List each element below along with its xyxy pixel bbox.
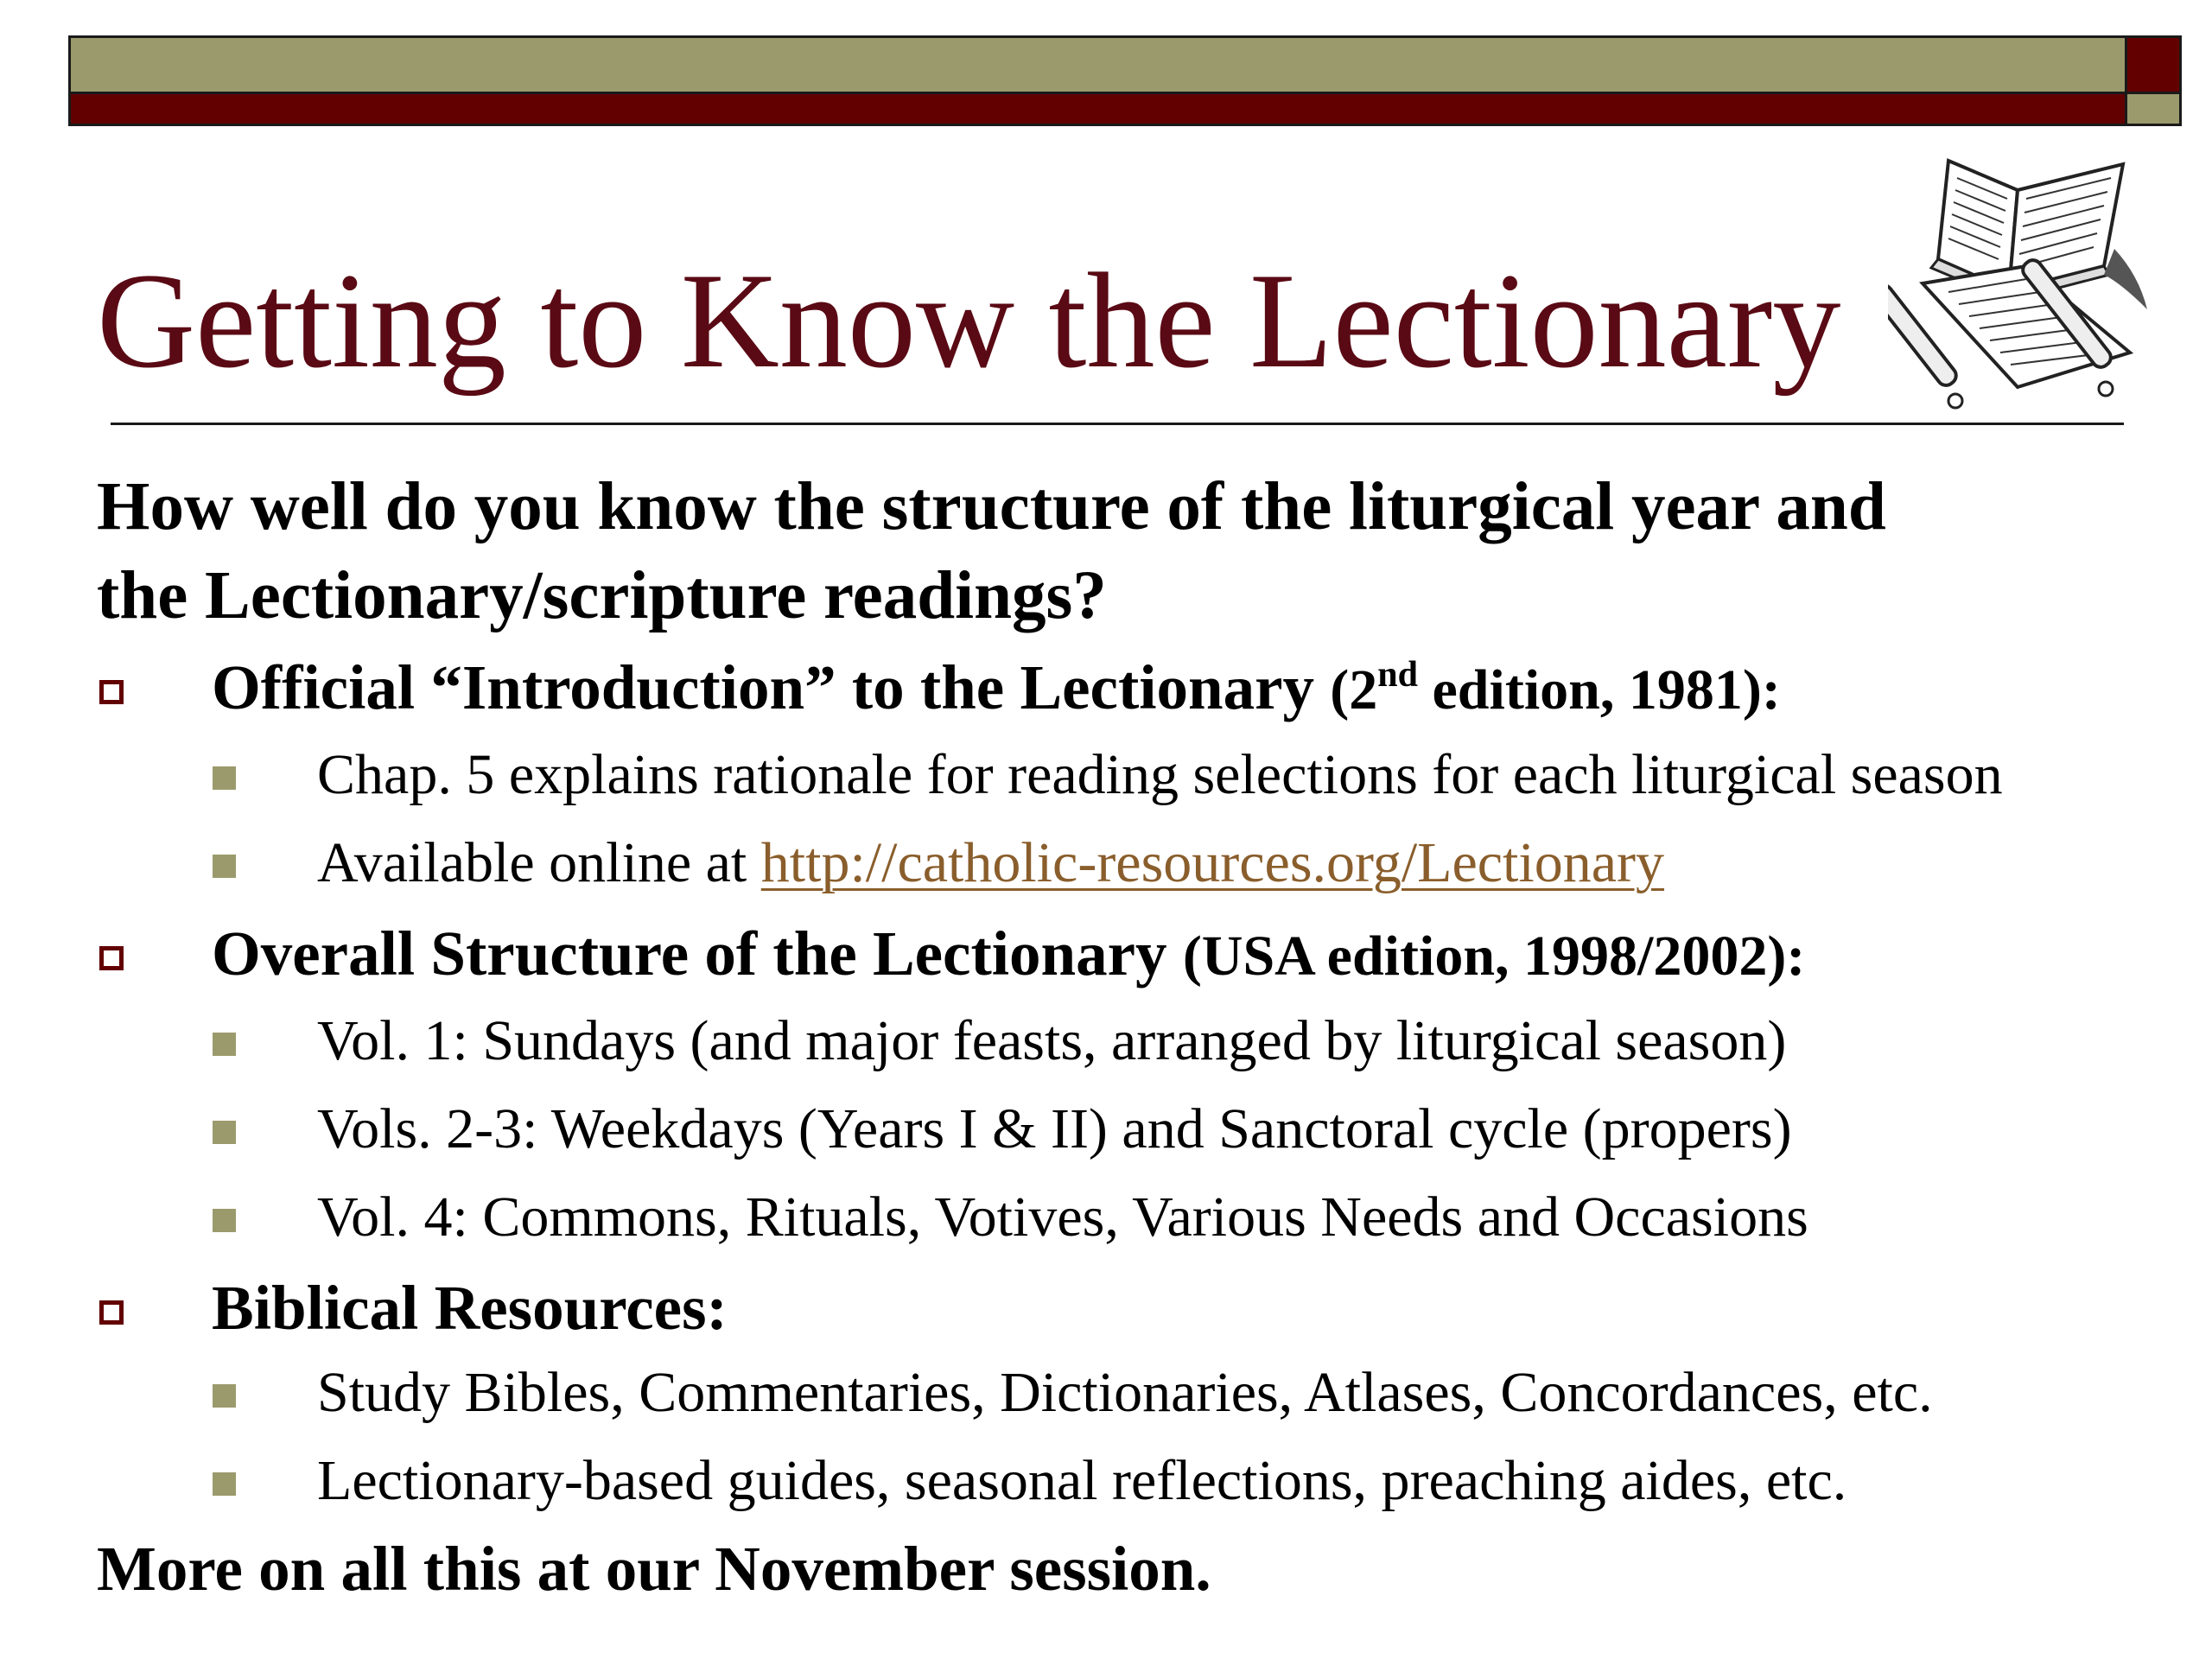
intro-question-line-2: the Lectionary/scripture readings? (97, 558, 1107, 633)
slide-body (97, 462, 2171, 1612)
hollow-square-bullet-icon (99, 946, 124, 970)
edition-note-superscript: nd (1377, 655, 1418, 695)
edition-note-close: edition, 1981): (1418, 658, 1781, 721)
header-bar-olive-stripe (71, 38, 2125, 92)
header-bar-corner-maroon (2125, 38, 2182, 92)
list-item-text: Available online at (317, 831, 761, 894)
filled-square-bullet-icon (213, 1121, 236, 1144)
list-item-text: Lectionary-based guides, seasonal reflections, preaching aides, etc. (317, 1449, 1847, 1512)
filled-square-bullet-icon (213, 1472, 236, 1496)
section-heading: Overall Structure of the Lectionary (212, 918, 1167, 988)
open-book-and-scroll-icon (1888, 145, 2152, 413)
section-biblical-resources (97, 1268, 2171, 1348)
list-item-text: Study Bibles, Commentaries, Dictionaries, Atlases, Concordances, etc. (317, 1361, 1933, 1424)
section-edition-note (1330, 655, 1781, 721)
list-item-text: Vol. 1: Sundays (and major feasts, arranged by liturgical season) (317, 1009, 1787, 1072)
list-item-text: Vols. 2-3: Weekdays (Years I & II) and Sanctoral cycle (propers) (317, 1097, 1792, 1160)
list-item (97, 1086, 2171, 1173)
hollow-square-bullet-icon (99, 1300, 124, 1325)
list-item (97, 1438, 2171, 1524)
section-heading: Official “Introduction” to the Lectionary (212, 652, 1315, 722)
list-item (97, 998, 2171, 1084)
section-overall-structure (97, 914, 2171, 996)
hollow-square-bullet-icon (99, 680, 124, 704)
edition-note-open: (2 (1330, 658, 1378, 721)
filled-square-bullet-icon (213, 855, 236, 878)
closing-note: More on all this at our November session. (97, 1534, 1211, 1604)
section-official-introduction (97, 648, 2171, 730)
header-bar-corner-olive (2125, 92, 2182, 126)
list-item (97, 1174, 2171, 1261)
filled-square-bullet-icon (213, 1384, 236, 1408)
filled-square-bullet-icon (213, 1209, 236, 1232)
filled-square-bullet-icon (213, 1033, 236, 1056)
title-underline-rule (111, 423, 2124, 425)
section-heading: Biblical Resources: (212, 1273, 728, 1343)
list-item-text: Chap. 5 explains rationale for reading selections for each liturgical season (317, 743, 2003, 806)
slide-title: Getting to Know the Lectionary (97, 245, 1841, 397)
list-item (97, 820, 2171, 906)
lectionary-link[interactable]: http://catholic-resources.org/Lectionary (760, 831, 1665, 894)
header-bar-maroon-stripe (71, 92, 2125, 126)
list-item (97, 1350, 2171, 1436)
list-item (97, 732, 2171, 818)
intro-question-line-1: How well do you know the structure of the liturgical year and (97, 469, 1886, 544)
section-edition-note: (USA edition, 1998/2002): (1182, 925, 1806, 988)
filled-square-bullet-icon (213, 766, 236, 790)
header-decorative-bar (68, 35, 2182, 126)
list-item-text: Vol. 4: Commons, Rituals, Votives, Various Needs and Occasions (317, 1185, 1808, 1249)
